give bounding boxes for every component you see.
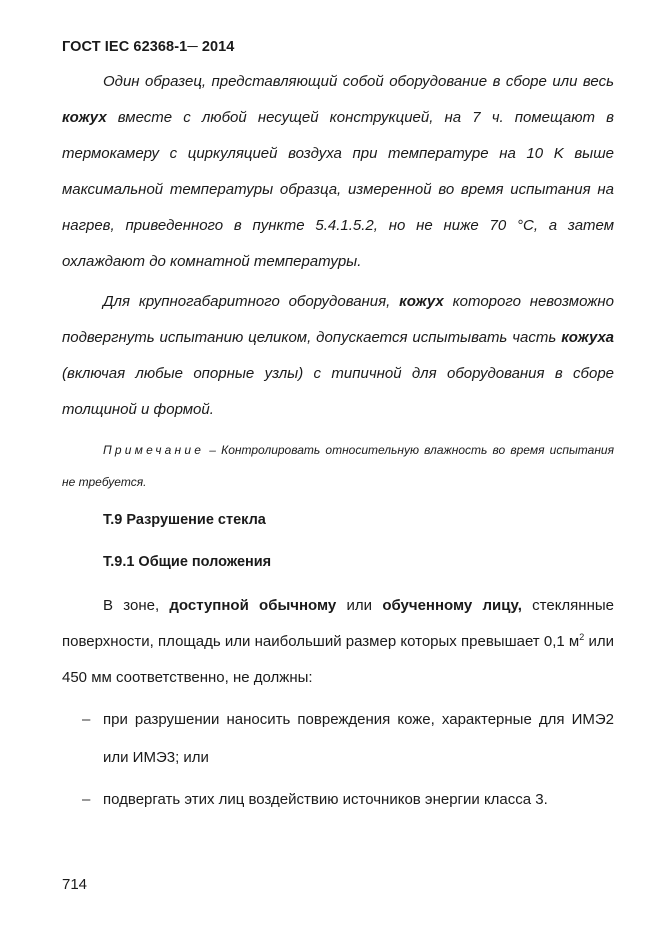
term-instructed-person: обученному лицу, [382,597,522,614]
document-header: ГОСТ IEC 62368-1─ 2014 [62,39,235,55]
note-label: Примечание [103,443,205,457]
list-dash: – [82,711,91,728]
list-dash: – [82,791,91,808]
list-item [62,781,614,819]
text-run: вместе с любой несущей конструкцией, на 7 ч. помещают в термокамеру с циркуляцией воздуха при температуре на 10 K выше максимальной температуры образца, измеренной во время испытания на нагрев, приведенного в пункте 5.4.1.5.2, но не ниже 70 °С, а затем охлаждают до комнатной температуры. [62,109,614,270]
text-run: (включая любые опорные узлы) с типичной для оборудования в сборе толщиной и формой. [62,365,614,418]
text-run: Для крупногабаритного оборудования, [103,293,400,310]
list-item-text: при разрушении наносить повреждения коже, характерные для ИМЭ2 или ИМЭ3; или [103,711,614,766]
list-item [62,701,614,777]
text-run: или 450 мм соответственно, не должны: [62,633,614,686]
superscript: 2 [579,632,585,642]
list-item-text: подвергать этих лиц воздействию источников энергии класса 3. [103,791,548,808]
note-text: – Контролировать относительную влажность во время испытания не требуется. [62,443,614,489]
term-enclosure: кожух [399,293,444,310]
paragraph-glass-surfaces [62,588,614,696]
term-enclosure-genitive: кожуха [561,329,614,346]
paragraph-sample-conditioning [62,64,614,280]
text-run: стеклянные поверхности, площадь или наибольший размер которых превышает 0,1 м [62,597,614,650]
text-run: или [336,597,383,614]
section-heading-t9: Т.9 Разрушение стекла [103,512,266,528]
text-run: Один образец, представляющий собой оборудование в сборе или весь [103,73,614,90]
section-heading-t9-1: Т.9.1 Общие положения [103,554,272,570]
text-run: В зоне, [103,597,170,614]
term-ordinary-person: доступной обычному [169,597,337,614]
term-enclosure: кожух [62,109,107,126]
page-number: 714 [62,876,88,893]
text-run: которого невозможно подвергнуть испытанию целиком, допускается испытывать часть [62,293,614,346]
paragraph-large-equipment [62,284,614,428]
note-paragraph [62,434,614,498]
